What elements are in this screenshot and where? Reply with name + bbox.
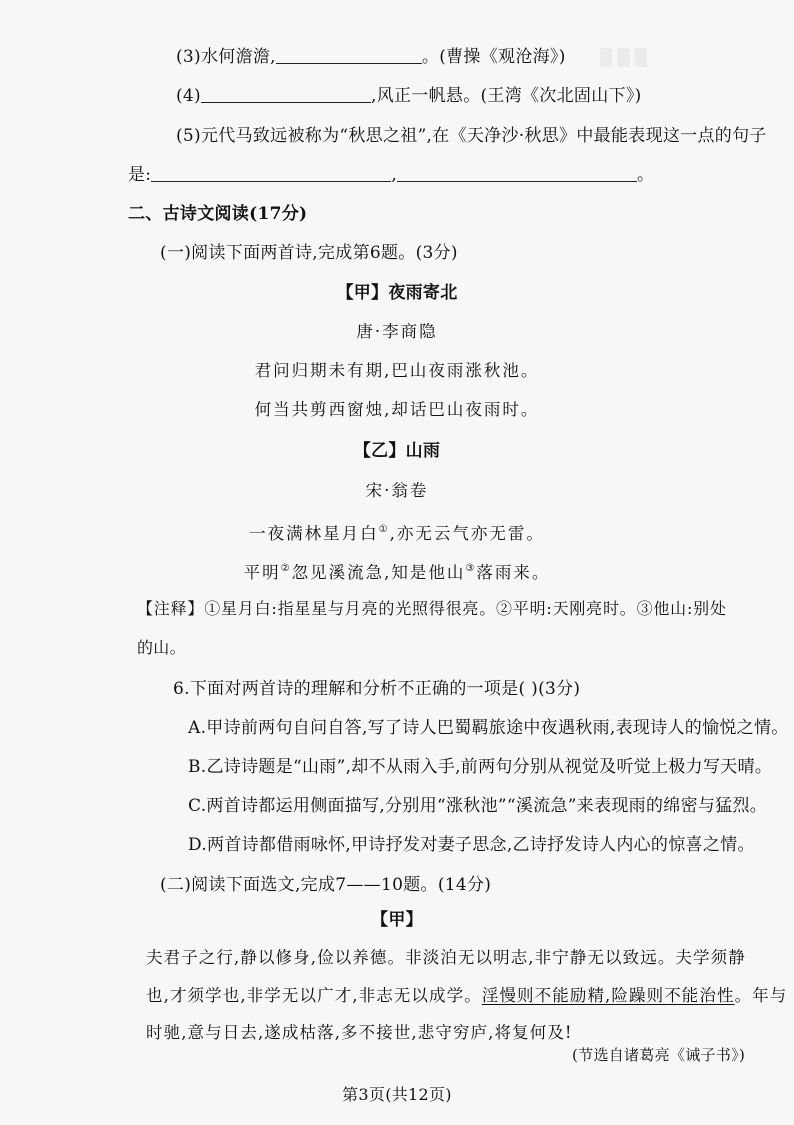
passage-a-line2-text: 也,才须学也,非学无以广才,非志无以成学。 [146, 986, 482, 1005]
part2-intro: (二)阅读下面选文,完成7——10题。(14分) [160, 875, 492, 895]
poem-b-title: 【乙】山雨 [353, 441, 441, 461]
poem-b-line1 [0, 518, 794, 546]
q4-prefix: (4) [176, 86, 201, 106]
note-marker-2: ② [280, 563, 292, 574]
q3-answer-blank[interactable] [276, 45, 422, 64]
poem-b-line1-text-a: 一夜满林星月白 [249, 524, 379, 543]
note-marker-1: ① [378, 524, 390, 535]
q4-answer-blank[interactable] [201, 84, 371, 103]
annotation-line1: 【注释】①星月白:指星星与月亮的光照得很亮。②平明:天刚亮时。③他山:别处 [137, 599, 727, 618]
passage-a-line2-end: 。年与 [734, 986, 788, 1005]
passage-a-underlined-sentence: 淫慢则不能励精,险躁则不能治性 [481, 986, 735, 1005]
q4-suffix: ,风正一帆悬。(王湾《次北固山下》) [370, 86, 642, 106]
q5-suffix: 。 [637, 165, 655, 185]
q5-mid: , [391, 165, 398, 185]
q3-suffix: 。(曹操《观沧海》) [421, 47, 566, 67]
poem-b-line2-text-c: 落雨来。 [476, 563, 551, 582]
q6-option-a[interactable]: A.甲诗前两句自问自答,写了诗人巴蜀羁旅途中夜遇秋雨,表现诗人的愉悦之情。 [188, 718, 789, 738]
fill-in-q3 [176, 45, 566, 69]
poem-a-line1: 君问归期未有期,巴山夜雨涨秋池。 [254, 361, 540, 380]
note-marker-3: ③ [465, 563, 477, 574]
passage-a-line1: 夫君子之行,静以修身,俭以养德。非淡泊无以明志,非宁静无以致远。夫学须静 [146, 948, 746, 967]
passage-a-line2 [146, 984, 787, 1008]
q6-option-c[interactable]: C.两首诗都运用侧面描写,分别用“涨秋池”“溪流急”来表现雨的绵密与猛烈。 [188, 796, 768, 816]
passage-a-title: 【甲】 [371, 910, 423, 930]
poem-b-line1-text-b: ,亦无云气亦无雷。 [389, 524, 545, 543]
passage-a-line3: 时驰,意与日去,遂成枯落,多不接世,悲守穷庐,将复何及! [146, 1023, 573, 1042]
poem-a-line2: 何当共剪西窗烛,却话巴山夜雨时。 [254, 400, 540, 419]
poem-b-line2 [0, 557, 794, 585]
poem-b-line2-text-a: 平明 [243, 563, 281, 582]
q5-prefix: 是: [128, 165, 152, 185]
poem-b-line2-text-b: 忽见溪流急,知是他山 [291, 563, 466, 582]
fill-in-q5-line2 [128, 163, 654, 187]
q6-option-b[interactable]: B.乙诗诗题是“山雨”,却不从雨入手,前两句分别从视觉及听觉上极力写天晴。 [188, 757, 773, 777]
passage-a-source: (节选自诸葛亮《诫子书》) [572, 1046, 746, 1064]
page-number: 第3页(共12页) [342, 1085, 452, 1104]
fill-in-q5-line1: (5)元代马致远被称为“秋思之祖”,在《天净沙·秋思》中最能表现这一点的句子 [176, 126, 767, 146]
q5-answer-blank-1[interactable] [151, 163, 391, 182]
bleed-through-mark: ▒ ▒ ▒ [600, 48, 648, 67]
poem-b-author: 宋·翁卷 [365, 481, 429, 500]
q5-answer-blank-2[interactable] [397, 163, 637, 182]
q6-option-d[interactable]: D.两首诗都借雨咏怀,甲诗抒发对妻子思念,乙诗抒发诗人内心的惊喜之情。 [188, 835, 755, 855]
annotation-line2: 的山。 [137, 638, 186, 657]
section-title: 二、古诗文阅读(17分) [128, 204, 308, 224]
q6-stem: 6.下面对两首诗的理解和分析不正确的一项是( )(3分) [173, 679, 581, 699]
poem-a-title: 【甲】夜雨寄北 [336, 283, 458, 303]
fill-in-q4 [176, 84, 642, 108]
part1-intro: (一)阅读下面两首诗,完成第6题。(3分) [160, 243, 458, 263]
poem-a-author: 唐·李商隐 [356, 322, 438, 341]
q3-prefix: (3)水何澹澹, [176, 47, 276, 67]
